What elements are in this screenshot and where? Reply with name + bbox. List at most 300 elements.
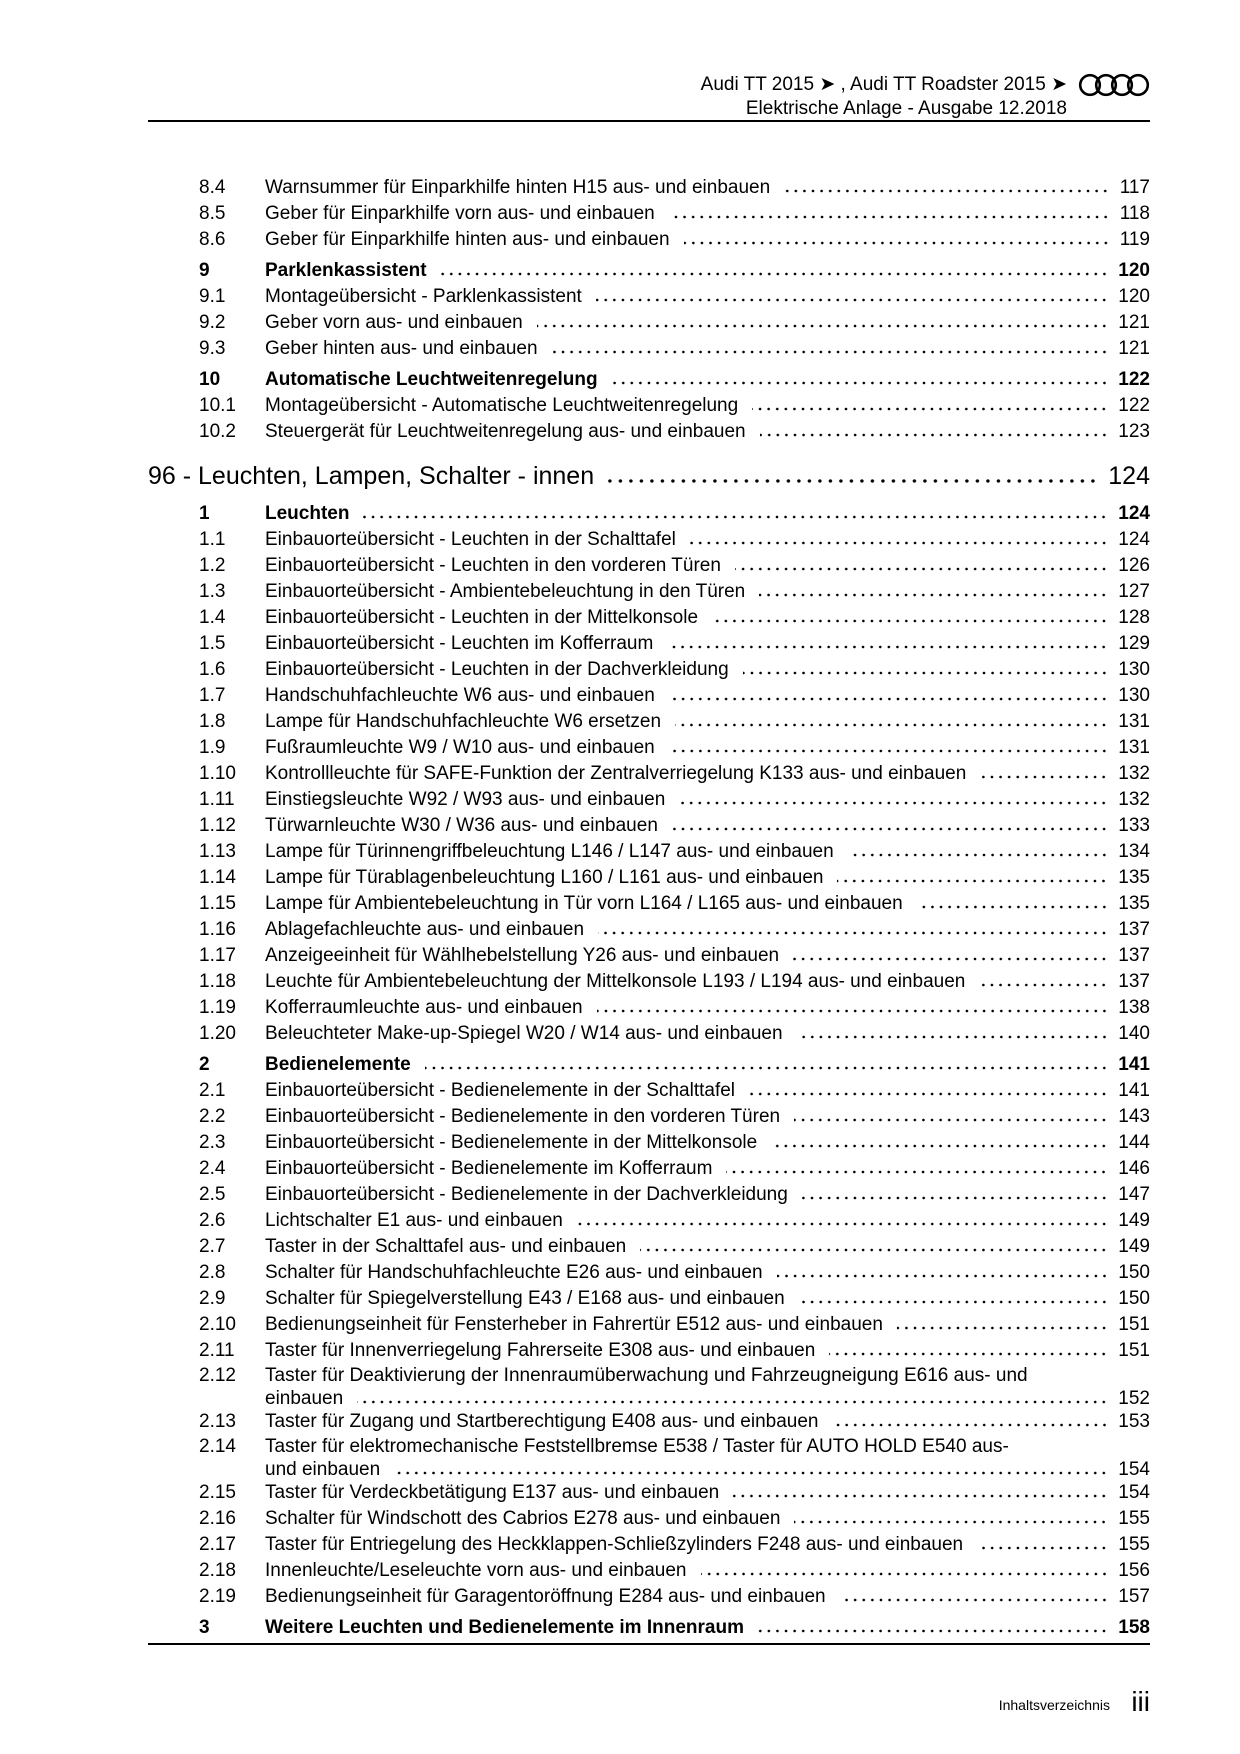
toc-entry[interactable] [148,735,1150,761]
toc-entry[interactable] [148,1234,1150,1260]
toc-number: 8.6 [199,229,226,250]
toc-title-continuation[interactable]: einbauen [265,1387,344,1409]
toc-title[interactable]: Parklenkassistent [265,260,427,281]
toc-entry[interactable] [148,709,1150,735]
toc-page-number: 158 [1118,1617,1150,1638]
toc-number: 9.3 [199,338,226,359]
toc-entry-body [265,919,1150,941]
toc-entry[interactable] [148,943,1150,969]
toc-page-number: 118 [1119,203,1150,224]
toc-page-number: 128 [1118,607,1150,628]
toc-number: 2.1 [199,1080,226,1101]
toc-entry[interactable] [148,657,1150,683]
toc-number: 9 [199,260,210,281]
toc-entry[interactable] [148,839,1150,865]
toc-title[interactable]: Lampe für Handschuhfachleuchte W6 ersetzen [265,711,662,732]
dot-leader [537,323,1109,329]
toc-page-number: 146 [1118,1158,1150,1179]
toc-number: 1.14 [199,867,236,888]
toc-entry[interactable] [148,579,1150,605]
toc-title[interactable]: 96 - Leuchten, Lampen, Schalter - innen [148,461,595,490]
toc-entry[interactable] [148,310,1150,336]
toc-entry-body [265,395,1150,417]
toc-title[interactable]: Schalter für Handschuhfachleuchte E26 aus- und einbauen [265,1262,763,1283]
toc-entry-body [265,867,1150,889]
toc-number: 1.5 [199,633,226,654]
toc-title[interactable]: Geber für Einparkhilfe hinten aus- und einbauen [265,229,670,250]
toc-entry[interactable] [148,1260,1150,1286]
dot-leader [980,774,1108,780]
dot-leader [833,1422,1109,1428]
toc-number: 2.11 [199,1340,235,1361]
toc-entry-body [265,312,1150,334]
toc-entry[interactable] [148,1409,1150,1435]
toc-number: 2.4 [199,1158,226,1179]
dot-leader [357,1399,1108,1405]
dot-leader [612,380,1109,386]
toc-entry-body [265,229,1150,251]
toc-page-number: 130 [1118,685,1150,706]
toc-title[interactable]: Schalter für Spiegelverstellung E43 / E168 aus- und einbauen [265,1288,785,1309]
toc-entry-body [265,369,1150,391]
toc-title[interactable]: Montageübersicht - Parklenkassistent [265,286,582,307]
footer-page-number: iii [1131,1686,1150,1717]
toc-number: 1.1 [199,529,226,550]
toc-title[interactable]: Einbauorteübersicht - Leuchten in den vorderen Türen [265,555,721,576]
toc-title[interactable]: Taster für Zugang und Startberechtigung E408 aus- und einbauen [265,1411,819,1432]
toc-entry-body [265,177,1150,199]
toc-entry-body [265,1534,1150,1556]
toc-page-number: 152 [1118,1387,1150,1409]
toc-number: 1.9 [199,737,226,758]
toc-page-number: 149 [1118,1210,1150,1231]
toc-number: 2.14 [199,1436,236,1457]
toc-page-number: 119 [1119,229,1150,250]
header-model: Audi TT 2015 ➤ , Audi TT Roadster 2015 ➤ [700,74,1067,95]
toc-entry-body [265,1508,1150,1530]
toc-title[interactable]: Warnsummer für Einparkhilfe hinten H15 aus- und einbauen [265,177,771,198]
toc-number: 2.6 [199,1210,226,1231]
toc-page-number: 129 [1118,633,1150,654]
dot-leader [802,1195,1108,1201]
toc-page-number: 144 [1118,1132,1150,1153]
toc-number: 2.2 [199,1106,226,1127]
toc-entry-body [265,1388,1150,1410]
toc-entry-body [265,763,1150,785]
toc-entry-body [265,555,1150,577]
toc-number: 1.7 [199,685,226,706]
dot-leader [675,722,1108,728]
toc-title[interactable]: Bedienungseinheit für Fensterheber in Fahrertür E512 aus- und einbauen [265,1314,883,1335]
toc-title[interactable]: Einbauorteübersicht - Leuchten in der Dachverkleidung [265,659,729,680]
toc-number: 2.10 [199,1314,236,1335]
toc-entry[interactable] [148,605,1150,631]
footer-rule [148,1643,1150,1645]
toc-entry[interactable] [148,1532,1150,1558]
toc-page-number: 122 [1118,369,1150,390]
toc-page-number: 156 [1118,1560,1150,1581]
toc-entry[interactable] [148,419,1150,445]
toc-page-number: 138 [1118,997,1150,1018]
toc-page-number: 127 [1118,581,1150,602]
toc-title[interactable]: Taster für Deaktivierung der Innenraumüberwachung und Fahrzeugneigung E616 aus- und [265,1365,1028,1386]
toc-page-number: 147 [1118,1184,1150,1205]
toc-number: 1.16 [199,919,236,940]
toc-title[interactable]: Taster in der Schalttafel aus- und einbauen [265,1236,627,1257]
dot-leader [743,670,1109,676]
toc-entry[interactable] [148,813,1150,839]
dot-leader [712,618,1108,624]
toc-page-number: 132 [1118,789,1150,810]
toc-page-number: 122 [1118,395,1150,416]
toc-page-number: 124 [1108,461,1150,490]
toc-entry[interactable] [148,1558,1150,1584]
toc-title[interactable]: Bedienungseinheit für Garagentoröffnung E284 aus- und einbauen [265,1586,826,1607]
toc-title[interactable]: Anzeigeeinheit für Wählhebelstellung Y26 aus- und einbauen [265,945,780,966]
toc-entry[interactable] [148,1506,1150,1532]
toc-entry[interactable] [148,201,1150,227]
toc-page-number: 121 [1118,338,1150,359]
toc-page-number: 149 [1118,1236,1150,1257]
toc-page-number: 153 [1118,1411,1150,1432]
toc-entry[interactable] [148,1480,1150,1506]
toc-page-number: 120 [1118,286,1150,307]
toc-title[interactable]: Geber hinten aus- und einbauen [265,338,538,359]
toc-page-number: 134 [1118,841,1150,862]
toc-title[interactable]: Taster für Entriegelung des Heckklappen-Schließzylinders F248 aus- und einbauen [265,1534,964,1555]
toc-number: 2.3 [199,1132,226,1153]
toc-page-number: 155 [1118,1508,1150,1529]
dot-leader [897,1325,1108,1331]
toc-entry-body [265,1080,1150,1102]
dot-leader [669,214,1110,220]
toc-title[interactable]: Leuchten [265,503,350,524]
toc-entry[interactable] [148,787,1150,813]
toc-entry-body [265,203,1150,225]
toc-number: 1.19 [199,997,236,1018]
toc-page-number: 121 [1118,312,1150,333]
toc-number: 1.18 [199,971,236,992]
toc-title[interactable]: Innenleuchte/Leseleuchte vorn aus- und einbauen [265,1560,687,1581]
toc-number: 1.2 [199,555,226,576]
dot-leader [758,1628,1108,1634]
toc-page-number: 151 [1118,1340,1150,1361]
dot-leader [669,696,1109,702]
toc-entry[interactable] [148,631,1150,657]
toc-entry[interactable] [148,1130,1150,1156]
toc-entry-body [148,462,1150,491]
toc-page-number: 141 [1118,1080,1150,1101]
toc-title[interactable]: Automatische Leuchtweitenregelung [265,369,598,390]
toc-entry[interactable] [148,1156,1150,1182]
dot-leader [777,1273,1109,1279]
table-of-contents [148,175,1150,1641]
toc-section[interactable] [148,258,1150,284]
toc-title[interactable]: Geber für Einparkhilfe vorn aus- und einbauen [265,203,655,224]
toc-entry[interactable] [148,761,1150,787]
dot-leader [363,514,1108,520]
toc-section[interactable] [148,367,1150,393]
toc-title[interactable]: Handschuhfachleuchte W6 aus- und einbauen [265,685,655,706]
toc-number: 9.1 [199,286,226,307]
toc-title[interactable]: Bedienelemente [265,1054,411,1075]
dot-leader [672,826,1108,832]
toc-entry[interactable] [148,1312,1150,1338]
toc-title[interactable]: Geber vorn aus- und einbauen [265,312,523,333]
toc-entry-continuation[interactable] [148,1388,1150,1409]
toc-page-number: 137 [1118,971,1150,992]
toc-title[interactable]: Montageübersicht - Automatische Leuchtweitenregelung [265,395,739,416]
toc-number: 8.5 [199,203,226,224]
toc-title[interactable]: Einstiegsleuchte W92 / W93 aus- und einbauen [265,789,666,810]
toc-page-number: 124 [1118,503,1150,524]
toc-title[interactable]: Einbauorteübersicht - Bedienelemente im Kofferraum [265,1158,713,1179]
toc-entry-body [265,1158,1150,1180]
toc-entry-body [265,815,1150,837]
toc-title[interactable]: Einbauorteübersicht - Bedienelemente in der Schalttafel [265,1080,736,1101]
toc-title[interactable]: Einbauorteübersicht - Bedienelemente in der Dachverkleidung [265,1184,788,1205]
dot-leader [640,1247,1108,1253]
toc-entry-body [265,1411,1150,1433]
toc-entry-body [265,1054,1150,1076]
toc-page-number: 157 [1118,1586,1150,1607]
toc-entry[interactable] [148,969,1150,995]
header-rule [148,120,1150,122]
toc-entry[interactable] [148,917,1150,943]
toc-page-number: 137 [1118,945,1150,966]
dot-leader [608,478,1098,484]
dot-leader [799,1299,1109,1305]
toc-entry-body [265,841,1150,863]
toc-entry-body [265,1436,1150,1458]
toc-title[interactable]: Lichtschalter E1 aus- und einbauen [265,1210,563,1231]
toc-entry-body [265,1459,1150,1481]
toc-entry-body [265,1288,1150,1310]
toc-section[interactable] [148,1615,1150,1641]
toc-title[interactable]: Kontrollleuchte für SAFE-Funktion der Zentralverriegelung K133 aus- und einbauen [265,763,967,784]
toc-number: 1.6 [199,659,226,680]
toc-entry-body [265,711,1150,733]
toc-entry-body [265,1210,1150,1232]
toc-number: 1.20 [199,1023,236,1044]
toc-entry-body [265,945,1150,967]
dot-leader [735,566,1108,572]
dot-leader [425,1065,1109,1071]
toc-entry-body [265,1106,1150,1128]
toc-entry-body [265,1365,1150,1387]
toc-title[interactable]: Einbauorteübersicht - Bedienelemente in der Mittelkonsole [265,1132,758,1153]
toc-entry-body [265,286,1150,308]
toc-number: 10.2 [199,421,236,442]
toc-section[interactable] [148,501,1150,527]
toc-title[interactable]: Steuergerät für Leuchtweitenregelung aus- und einbauen [265,421,746,442]
toc-page-number: 141 [1118,1054,1150,1075]
toc-title[interactable]: Lampe für Türinnengriffbeleuchtung L146 / L147 aus- und einbauen [265,841,834,862]
dot-leader [679,800,1108,806]
toc-number: 1.15 [199,893,236,914]
toc-title[interactable]: Taster für Innenverriegelung Fahrerseite E308 aus- und einbauen [265,1340,816,1361]
toc-title[interactable]: Einbauorteübersicht - Leuchten in der Mittelkonsole [265,607,699,628]
toc-title[interactable]: Taster für Verdeckbetätigung E137 aus- und einbauen [265,1482,720,1503]
dot-leader [726,1169,1108,1175]
toc-page-number: 154 [1118,1482,1150,1503]
toc-number: 2 [199,1054,210,1075]
toc-page-number: 154 [1118,1458,1150,1480]
toc-chapter[interactable] [148,456,1150,496]
toc-title[interactable]: Türwarnleuchte W30 / W36 aus- und einbauen [265,815,658,836]
toc-entry[interactable] [148,393,1150,419]
toc-title[interactable]: Weitere Leuchten und Bedienelemente im Innenraum [265,1617,744,1638]
toc-entry-body [265,997,1150,1019]
toc-entry[interactable] [148,336,1150,362]
toc-entry[interactable] [148,1208,1150,1234]
toc-entry-body [265,1184,1150,1206]
toc-entry-body [265,737,1150,759]
toc-title[interactable]: Taster für elektromechanische Feststellbremse E538 / Taster für AUTO HOLD E540 aus- [265,1436,1009,1457]
toc-number: 1.12 [199,815,236,836]
toc-page-number: 120 [1118,260,1150,281]
toc-title[interactable]: Einbauorteübersicht - Ambientebeleuchtung in den Türen [265,581,746,602]
toc-page-number: 151 [1118,1314,1150,1335]
toc-entry[interactable] [148,891,1150,917]
toc-page-number: 140 [1118,1023,1150,1044]
toc-entry[interactable] [148,1182,1150,1208]
toc-entry[interactable] [148,1078,1150,1104]
toc-number: 2.15 [199,1482,236,1503]
dot-leader [684,240,1110,246]
toc-page-number: 143 [1118,1106,1150,1127]
toc-number: 8.4 [199,177,226,198]
toc-entry[interactable] [148,227,1150,253]
toc-page-number: 150 [1118,1288,1150,1309]
toc-entry-body [265,1586,1150,1608]
toc-number: 1.11 [199,789,235,810]
toc-number: 2.16 [199,1508,236,1529]
toc-number: 1.4 [199,607,226,628]
toc-number: 2.8 [199,1262,226,1283]
toc-page-number: 135 [1118,867,1150,888]
toc-entry-body [265,1236,1150,1258]
toc-title[interactable]: Einbauorteübersicht - Bedienelemente in den vorderen Türen [265,1106,781,1127]
toc-title[interactable]: Lampe für Ambientebeleuchtung in Tür vorn L164 / L165 aus- und einbauen [265,893,903,914]
toc-title[interactable]: Ablagefachleuchte aus- und einbauen [265,919,585,940]
dot-leader [690,540,1108,546]
dot-leader [552,349,1109,355]
toc-page-number: 150 [1118,1262,1150,1283]
toc-entry-body [265,1262,1150,1284]
toc-number: 2.13 [199,1411,236,1432]
dot-leader [394,1470,1108,1476]
toc-number: 2.19 [199,1586,236,1607]
toc-entry[interactable] [148,1364,1150,1388]
toc-number: 1.17 [199,945,236,966]
dot-leader [733,1493,1108,1499]
dot-leader [977,1545,1108,1551]
toc-page-number: 126 [1118,555,1150,576]
toc-number: 10.1 [199,395,236,416]
toc-entry[interactable] [148,1435,1150,1459]
toc-entry[interactable] [148,553,1150,579]
toc-title-continuation[interactable]: und einbauen [265,1458,381,1480]
dot-leader [784,188,1110,194]
toc-number: 1.10 [199,763,236,784]
toc-number: 10 [199,369,221,390]
toc-entry[interactable] [148,284,1150,310]
toc-entry[interactable] [148,527,1150,553]
toc-entry[interactable] [148,1338,1150,1364]
toc-entry[interactable] [148,865,1150,891]
toc-page-number: 133 [1118,815,1150,836]
toc-entry[interactable] [148,1286,1150,1312]
toc-entry-continuation[interactable] [148,1459,1150,1480]
toc-title[interactable]: Lampe für Türablagenbeleuchtung L160 / L161 aus- und einbauen [265,867,824,888]
toc-entry-body [265,1023,1150,1045]
dot-leader [669,748,1109,754]
toc-entry[interactable] [148,1021,1150,1047]
toc-title[interactable]: Schalter für Windschott des Cabrios E278 aus- und einbauen [265,1508,781,1529]
toc-page-number: 132 [1118,763,1150,784]
toc-title[interactable]: Kofferraumleuchte aus- und einbauen [265,997,583,1018]
dot-leader [701,1571,1109,1577]
dot-leader [979,982,1108,988]
toc-entry[interactable] [148,175,1150,201]
toc-number: 2.9 [199,1288,226,1309]
toc-page-number: 137 [1118,919,1150,940]
toc-entry-body [265,1314,1150,1336]
toc-entry[interactable] [148,683,1150,709]
dot-leader [794,1117,1108,1123]
toc-number: 2.12 [199,1365,236,1386]
dot-leader [793,956,1108,962]
dot-leader [577,1221,1108,1227]
toc-page-number: 117 [1119,177,1150,198]
toc-entry[interactable] [148,995,1150,1021]
toc-number: 2.18 [199,1560,236,1581]
dot-leader [597,1008,1109,1014]
toc-entry-body [265,893,1150,915]
dot-leader [667,644,1108,650]
toc-section[interactable] [148,1052,1150,1078]
toc-entry-body [265,1340,1150,1362]
toc-title[interactable]: Fußraumleuchte W9 / W10 aus- und einbauen [265,737,655,758]
dot-leader [829,1351,1108,1357]
toc-page-number: 155 [1118,1534,1150,1555]
toc-title[interactable]: Einbauorteübersicht - Leuchten in der Schalttafel [265,529,676,550]
dot-leader [441,271,1109,277]
toc-entry-body [265,581,1150,603]
toc-entry-body [265,659,1150,681]
toc-entry-body [265,1617,1150,1639]
toc-entry-body [265,529,1150,551]
audi-rings-logo-icon [1078,73,1152,97]
toc-title[interactable]: Beleuchteter Make-up-Spiegel W20 / W14 aus- und einbauen [265,1023,783,1044]
toc-entry-body [265,503,1150,525]
dot-leader [840,1597,1109,1603]
dot-leader [848,852,1109,858]
toc-title[interactable]: Leuchte für Ambientebeleuchtung der Mittelkonsole L193 / L194 aus- und einbauen [265,971,966,992]
toc-number: 1.3 [199,581,226,602]
toc-number: 2.17 [199,1534,236,1555]
toc-entry-body [265,260,1150,282]
dot-leader [596,297,1108,303]
toc-entry[interactable] [148,1104,1150,1130]
toc-title[interactable]: Einbauorteübersicht - Leuchten im Kofferraum [265,633,654,654]
toc-entry-body [265,1560,1150,1582]
toc-entry-body [265,633,1150,655]
toc-entry-body [265,1132,1150,1154]
toc-entry[interactable] [148,1584,1150,1610]
dot-leader [760,432,1109,438]
